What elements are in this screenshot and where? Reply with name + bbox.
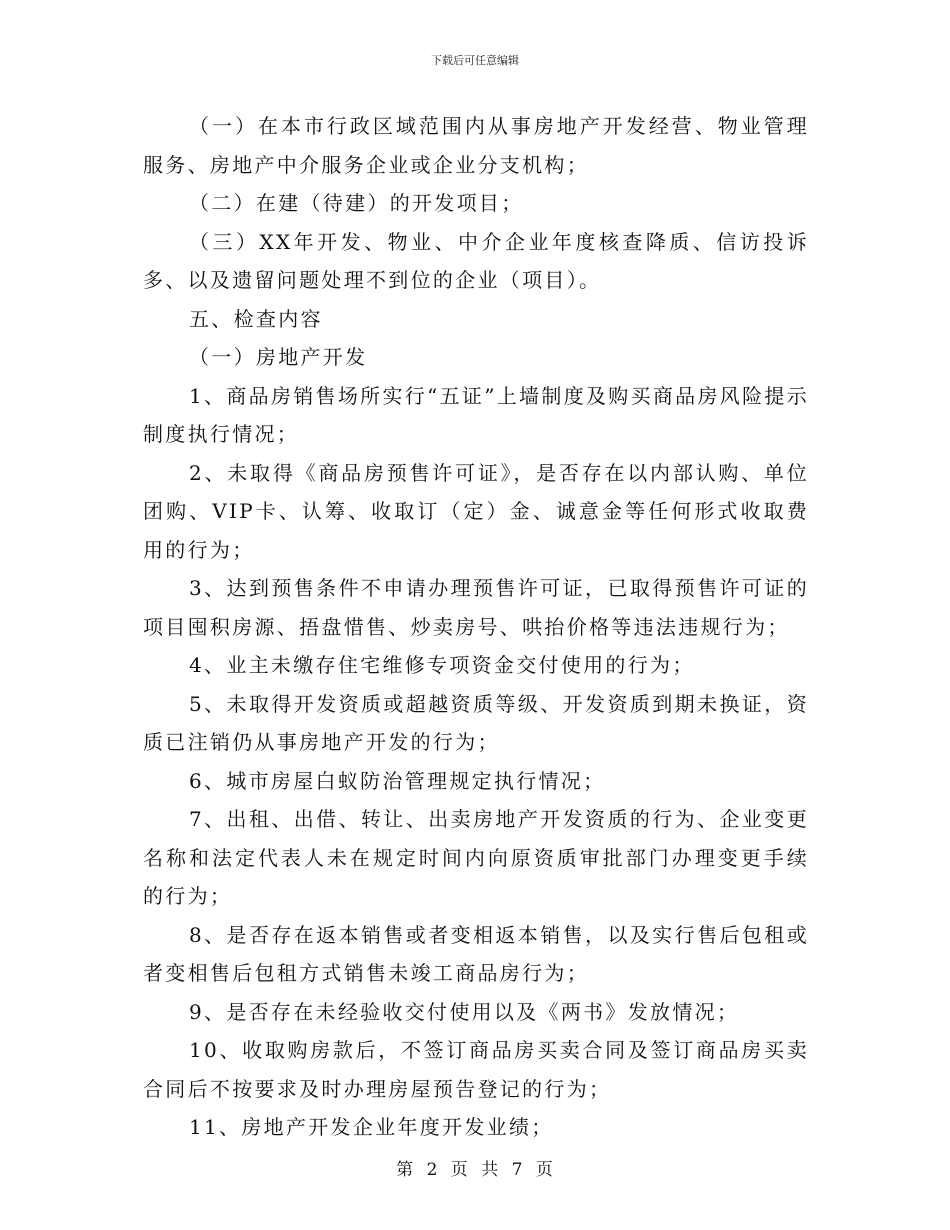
list-item-9: 9、是否存在未经验收交付使用以及《两书》发放情况； [189, 999, 740, 1024]
list-item-6: 6、城市房屋白蚁防治管理规定执行情况； [189, 768, 606, 793]
paragraph-scope-2: （二）在建（待建）的开发项目； [189, 191, 524, 215]
page-header: 下载后可任意编辑 [431, 54, 519, 67]
list-item-10: 10、收取购房款后，不签订商品房买卖合同及签订商品房买卖合同后不按要求及时办理房屋预告登记的行为； [143, 1038, 809, 1101]
paragraph-scope-3: （三）XX年开发、物业、中介企业年度核查降质、信访投诉多、以及遗留问题处理不到位的企业（项目）。 [143, 229, 809, 292]
section-heading-inspection-content: 五、检查内容 [189, 306, 323, 331]
list-item-3: 3、达到预售条件不申请办理预售许可证，已取得预售许可证的项目囤积房源、捂盘惜售、炒卖房号、哄抬价格等违法违规行为； [143, 576, 809, 639]
list-item-4: 4、业主未缴存住宅维修专项资金交付使用的行为； [189, 653, 695, 677]
subsection-heading-real-estate-development: （一）房地产开发 [189, 345, 368, 369]
document-body [143, 107, 809, 1147]
list-item-8: 8、是否存在返本销售或者变相返本销售，以及实行售后包租或者变相售后包租方式销售未竣工商品房行为； [143, 922, 809, 985]
page-footer: 第 2 页 共 7 页 [396, 1160, 554, 1180]
list-item-7: 7、出租、出借、转让、出卖房地产开发资质的行为、企业变更名称和法定代表人未在规定时间内向原资质审批部门办理变更手续的行为； [143, 807, 809, 908]
paragraph-scope-1: （一）在本市行政区域范围内从事房地产开发经营、物业管理服务、房地产中介服务企业或企业分支机构； [143, 114, 809, 177]
list-item-5: 5、未取得开发资质或超越资质等级、开发资质到期未换证，资质已注销仍从事房地产开发的行为； [143, 691, 809, 754]
list-item-11: 11、房地产开发企业年度开发业绩； [189, 1115, 554, 1139]
list-item-1: 1、商品房销售场所实行“五证”上墙制度及购买商品房风险提示制度执行情况； [143, 383, 809, 446]
list-item-2: 2、未取得《商品房预售许可证》，是否存在以内部认购、单位团购、VIP卡、认筹、收取订（定）金、诚意金等任何形式收取费用的行为； [143, 460, 809, 562]
